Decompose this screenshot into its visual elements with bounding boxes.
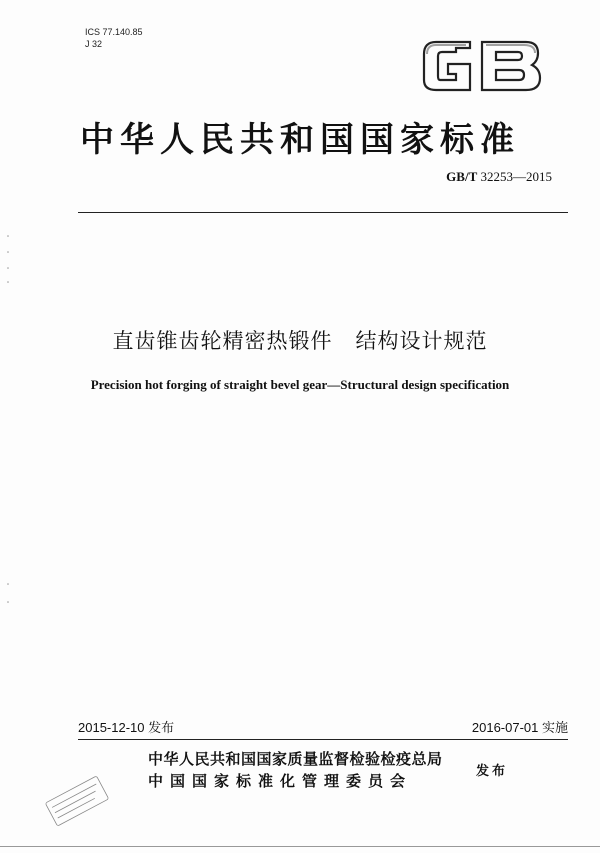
issuer-sac: 中国国家标准化管理委员会 <box>148 772 413 790</box>
issue-date: 2015-12-10 发布 <box>78 720 175 735</box>
ccs-code: J 32 <box>85 39 103 49</box>
standard-code: 32253—2015 <box>480 169 552 184</box>
ics-code: ICS 77.140.85 <box>85 27 143 37</box>
scan-mark-icon <box>6 578 10 618</box>
title-chinese: 直齿锥齿轮精密热锻件 结构设计规范 <box>112 329 488 353</box>
issuer-aqsiq: 中华人民共和国国家质量监督检验检疫总局 <box>148 750 443 768</box>
stamp-icon <box>38 772 116 830</box>
issuing-authorities <box>148 748 443 792</box>
standard-number <box>446 169 552 185</box>
implementation-date: 2016-07-01 实施 <box>471 720 568 735</box>
classification-codes <box>85 26 143 50</box>
page-bottom-edge <box>0 846 600 847</box>
title-english: Precision hot forging of straight bevel gear—Structural design specification <box>90 377 510 392</box>
national-standard-title: 中华人民共和国国家标准 <box>80 120 520 160</box>
footer-divider <box>78 739 568 740</box>
gb-logo-icon <box>418 36 546 96</box>
scan-mark-icon <box>6 230 10 290</box>
issue-word: 发布 <box>476 764 509 779</box>
header-divider <box>78 212 568 213</box>
standard-prefix: GB/T <box>446 169 478 184</box>
